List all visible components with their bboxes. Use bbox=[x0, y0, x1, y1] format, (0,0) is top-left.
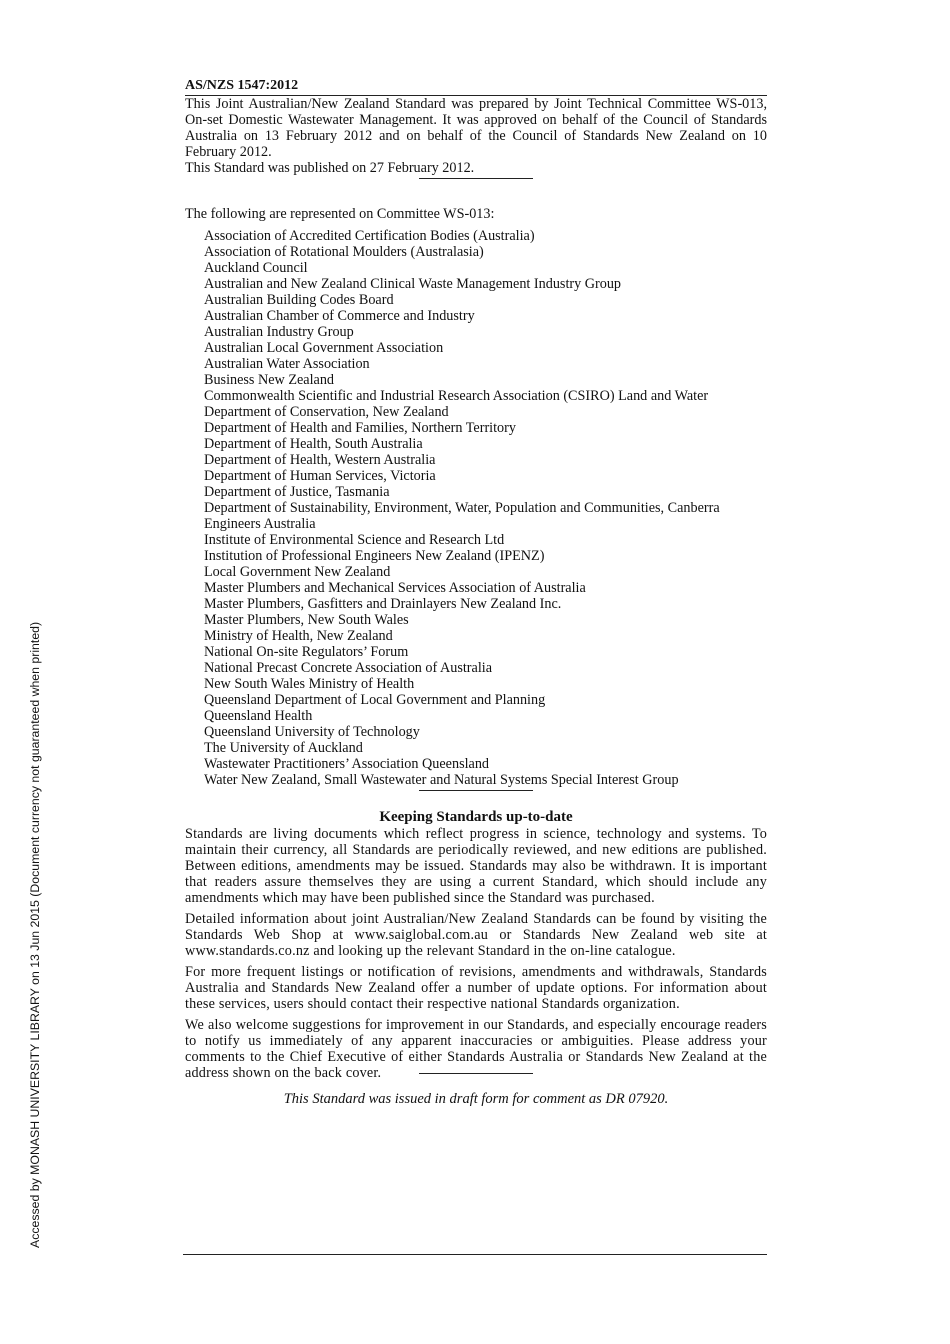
committee-member: Queensland Health bbox=[204, 708, 313, 724]
access-note: Accessed by MONASH UNIVERSITY LIBRARY on 13 Jun 2015 (Document currency not guaranteed when printed) bbox=[28, 621, 42, 1248]
committee-member: Australian and New Zealand Clinical Waste Management Industry Group bbox=[204, 276, 622, 292]
committee-intro: The following are represented on Committee WS-013: bbox=[185, 206, 495, 222]
committee-member: Water New Zealand, Small Wastewater and Natural Systems Special Interest Group bbox=[204, 772, 679, 788]
committee-member: Commonwealth Scientific and Industrial Research Association (CSIRO) Land and Water bbox=[204, 388, 709, 404]
keeping-paragraph: For more frequent listings or notification of revisions, amendments and withdrawals, Standards Australia and Standards New Zealand offer a number of update options. For information about these services, users should contact their respective national Standards organization. bbox=[185, 964, 767, 1012]
keeping-section bbox=[185, 826, 767, 1081]
committee-member: Australian Building Codes Board bbox=[204, 292, 394, 308]
committee-member: Institution of Professional Engineers New Zealand (IPENZ) bbox=[204, 548, 545, 564]
committee-member: Queensland Department of Local Government and Planning bbox=[204, 692, 546, 708]
published-line: This Standard was published on 27 February 2012. bbox=[185, 160, 475, 176]
committee-member: Association of Rotational Moulders (Australasia) bbox=[204, 244, 484, 260]
committee-member: New South Wales Ministry of Health bbox=[204, 676, 415, 692]
document-page bbox=[185, 78, 767, 1108]
committee-member: Australian Water Association bbox=[204, 356, 370, 372]
committee-member: Institute of Environmental Science and Research Ltd bbox=[204, 532, 505, 548]
committee-member: Department of Health and Families, Northern Territory bbox=[204, 420, 516, 436]
standard-id: AS/NZS 1547:2012 bbox=[185, 78, 299, 93]
committee-member: Australian Industry Group bbox=[204, 324, 354, 340]
section-divider bbox=[419, 178, 533, 179]
committee-member: Local Government New Zealand bbox=[204, 564, 391, 580]
committee-member: Queensland University of Technology bbox=[204, 724, 420, 740]
approval-paragraph: This Joint Australian/New Zealand Standard was prepared by Joint Technical Committee WS-013, On-set Domestic Wastewater Management. It was approved on behalf of the Council of Standards Australia on 13 February 2012 and on behalf of the Council of Standards New Zealand on 10 February 2012. bbox=[185, 96, 767, 160]
committee-member: Department of Justice, Tasmania bbox=[204, 484, 390, 500]
section-divider bbox=[419, 1073, 533, 1074]
section-divider bbox=[419, 790, 533, 791]
committee-member: National Precast Concrete Association of Australia bbox=[204, 660, 493, 676]
committee-member: Business New Zealand bbox=[204, 372, 335, 388]
committee-member: Engineers Australia bbox=[204, 516, 316, 532]
keeping-heading: Keeping Standards up-to-date bbox=[379, 809, 573, 825]
committee-member: Department of Human Services, Victoria bbox=[204, 468, 436, 484]
keeping-paragraph: Standards are living documents which reflect progress in science, technology and systems. To maintain their currency, all Standards are periodically reviewed, and new editions are published. Between editions, amendments may be issued. Standards may also be withdrawn. It is important that readers assure themselves they are using a current Standard, which should include any amendments which may have been published since the Standard was purchased. bbox=[185, 826, 767, 906]
committee-member: Australian Local Government Association bbox=[204, 340, 444, 356]
committee-member: Department of Sustainability, Environment, Water, Population and Communities, Canberra bbox=[204, 500, 720, 516]
committee-member: Auckland Council bbox=[204, 260, 308, 276]
keeping-paragraph: We also welcome suggestions for improvement in our Standards, and especially encourage readers to notify us immediately of any apparent inaccuracies or ambiguities. Please address your comments to the Chief Executive of either Standards Australia or Standards New Zealand at the address shown on the back cover. bbox=[185, 1017, 767, 1081]
committee-member: Wastewater Practitioners’ Association Queensland bbox=[204, 756, 490, 772]
committee-member: Association of Accredited Certification Bodies (Australia) bbox=[204, 228, 535, 244]
committee-member: Ministry of Health, New Zealand bbox=[204, 628, 393, 644]
committee-member: The University of Auckland bbox=[204, 740, 363, 756]
committee-member: Master Plumbers, Gasfitters and Drainlayers New Zealand Inc. bbox=[204, 596, 562, 612]
committee-member: Department of Health, Western Australia bbox=[204, 452, 436, 468]
committee-member: National On-site Regulators’ Forum bbox=[204, 644, 409, 660]
committee-member: Master Plumbers and Mechanical Services Association of Australia bbox=[204, 580, 586, 596]
committee-member: Australian Chamber of Commerce and Industry bbox=[204, 308, 475, 324]
footer-rule bbox=[183, 1254, 767, 1255]
committee-member: Department of Conservation, New Zealand bbox=[204, 404, 449, 420]
committee-member: Master Plumbers, New South Wales bbox=[204, 612, 409, 628]
keeping-paragraph: Detailed information about joint Australian/New Zealand Standards can be found by visiting the Standards Web Shop at www.saiglobal.com.au or Standards New Zealand web site at www.standards.co.nz and looking up the relevant Standard in the on-line catalogue. bbox=[185, 911, 767, 959]
committee-member: Department of Health, South Australia bbox=[204, 436, 423, 452]
draft-note: This Standard was issued in draft form for comment as DR 07920. bbox=[283, 1091, 669, 1107]
committee-members-list bbox=[204, 228, 767, 788]
